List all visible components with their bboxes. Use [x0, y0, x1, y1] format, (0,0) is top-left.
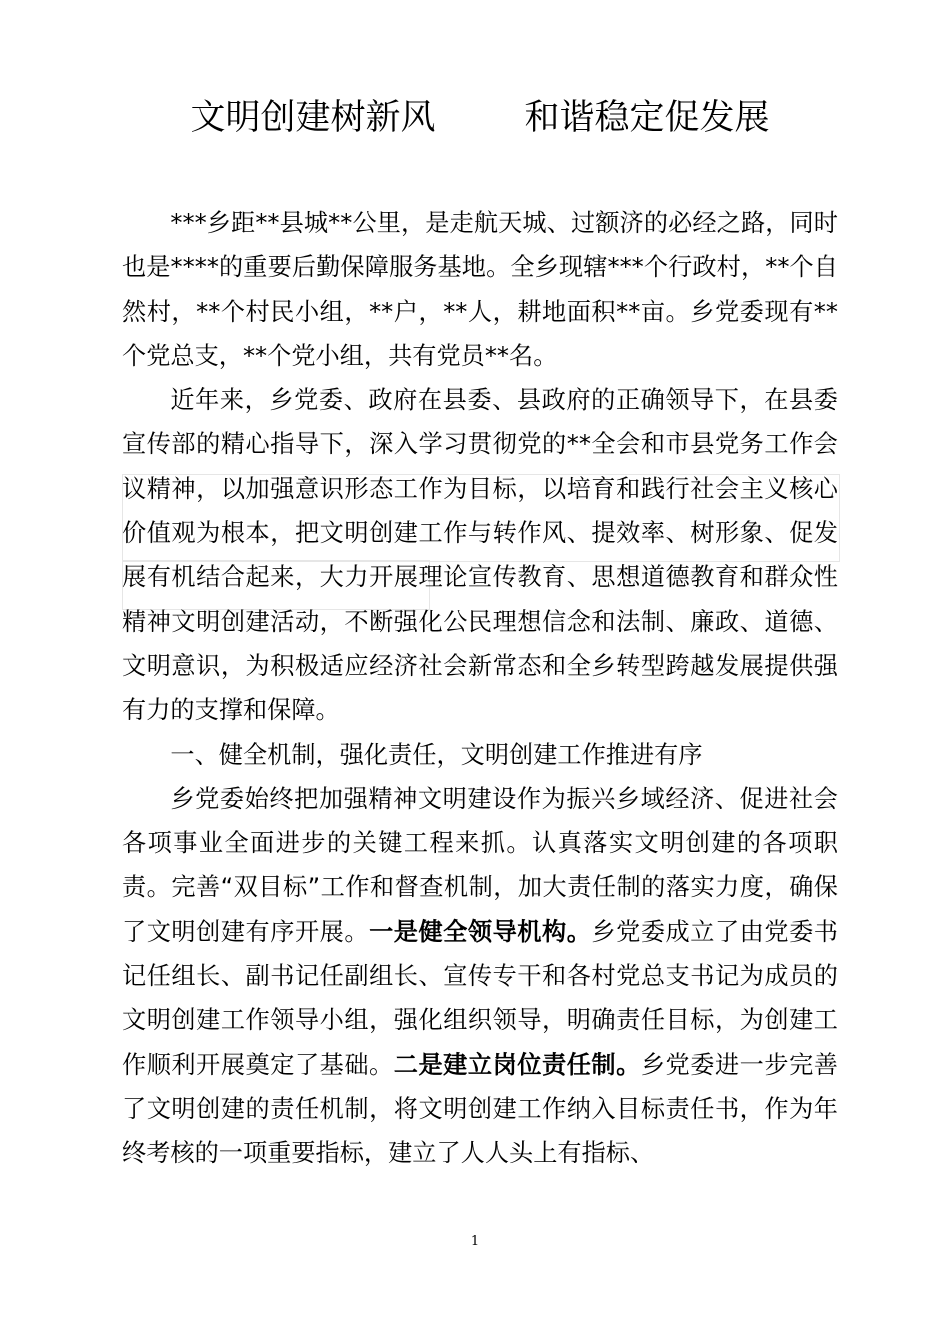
section-heading: 一、健全机制，强化责任，文明创建工作推进有序 [170, 740, 703, 769]
paragraph [122, 777, 838, 1176]
bold-point: 二是建立岗位责任制。 [393, 1049, 641, 1079]
paragraph-text: 乡党委成立了由党委书记任组长、副书记任副组长、宣传专干和各村党总支书记为成员的文明创建工作领导小组，强化组织领导，明确责任目标，为创建工作顺利开展奠定了基础。 [122, 917, 838, 1079]
paragraph-text: 乡党委进一步完善了文明创建的责任机制，将文明创建工作纳入目标责任书，作为年终考核的一项重要指标，建立了人人头上有指标、 [122, 1050, 838, 1168]
bold-point: 一是健全领导机构。 [369, 916, 592, 946]
document-body [122, 201, 838, 1176]
paragraph-text: 乡党委始终把加强精神文明建设作为振兴乡域经济、促进社会各项事业全面进步的关键工程来抓。认真落实文明创建的各项职责。完善“双目标”工作和督查机制，加大责任制的落实力度，确保了文明创建有序开展。 [122, 784, 838, 946]
page-number: 1 [470, 1234, 480, 1249]
paragraph: ***乡距**县城**公里，是走航天城、过额济的必经之路，同时也是****的重要后勤保障服务基地。全乡现辖***个行政村，**个自然村，**个村民小组，**户，**人，耕地面积**亩。乡党委现有**个党总支，**个党小组，共有党员**名。 [122, 209, 838, 370]
paragraph: 近年来，乡党委、政府在县委、县政府的正确领导下，在县委宣传部的精心指导下，深入学习贯彻党的**全会和市县党务工作会议精神，以加强意识形态工作为目标，以培育和践行社会主义核心价值观为根本，把文明创建工作与转作风、提效率、树形象、促发展有机结合起来，大力开展理论宣传教育、思想道德教育和群众性精神文明创建活动，不断强化公民理想信念和法制、廉政、道德、文明意识，为积极适应经济社会新常态和全乡转型跨越发展提供强有力的支撑和保障。 [122, 386, 838, 725]
document-title: 文明创建树新风 和谐稳定促发展 [190, 98, 770, 138]
